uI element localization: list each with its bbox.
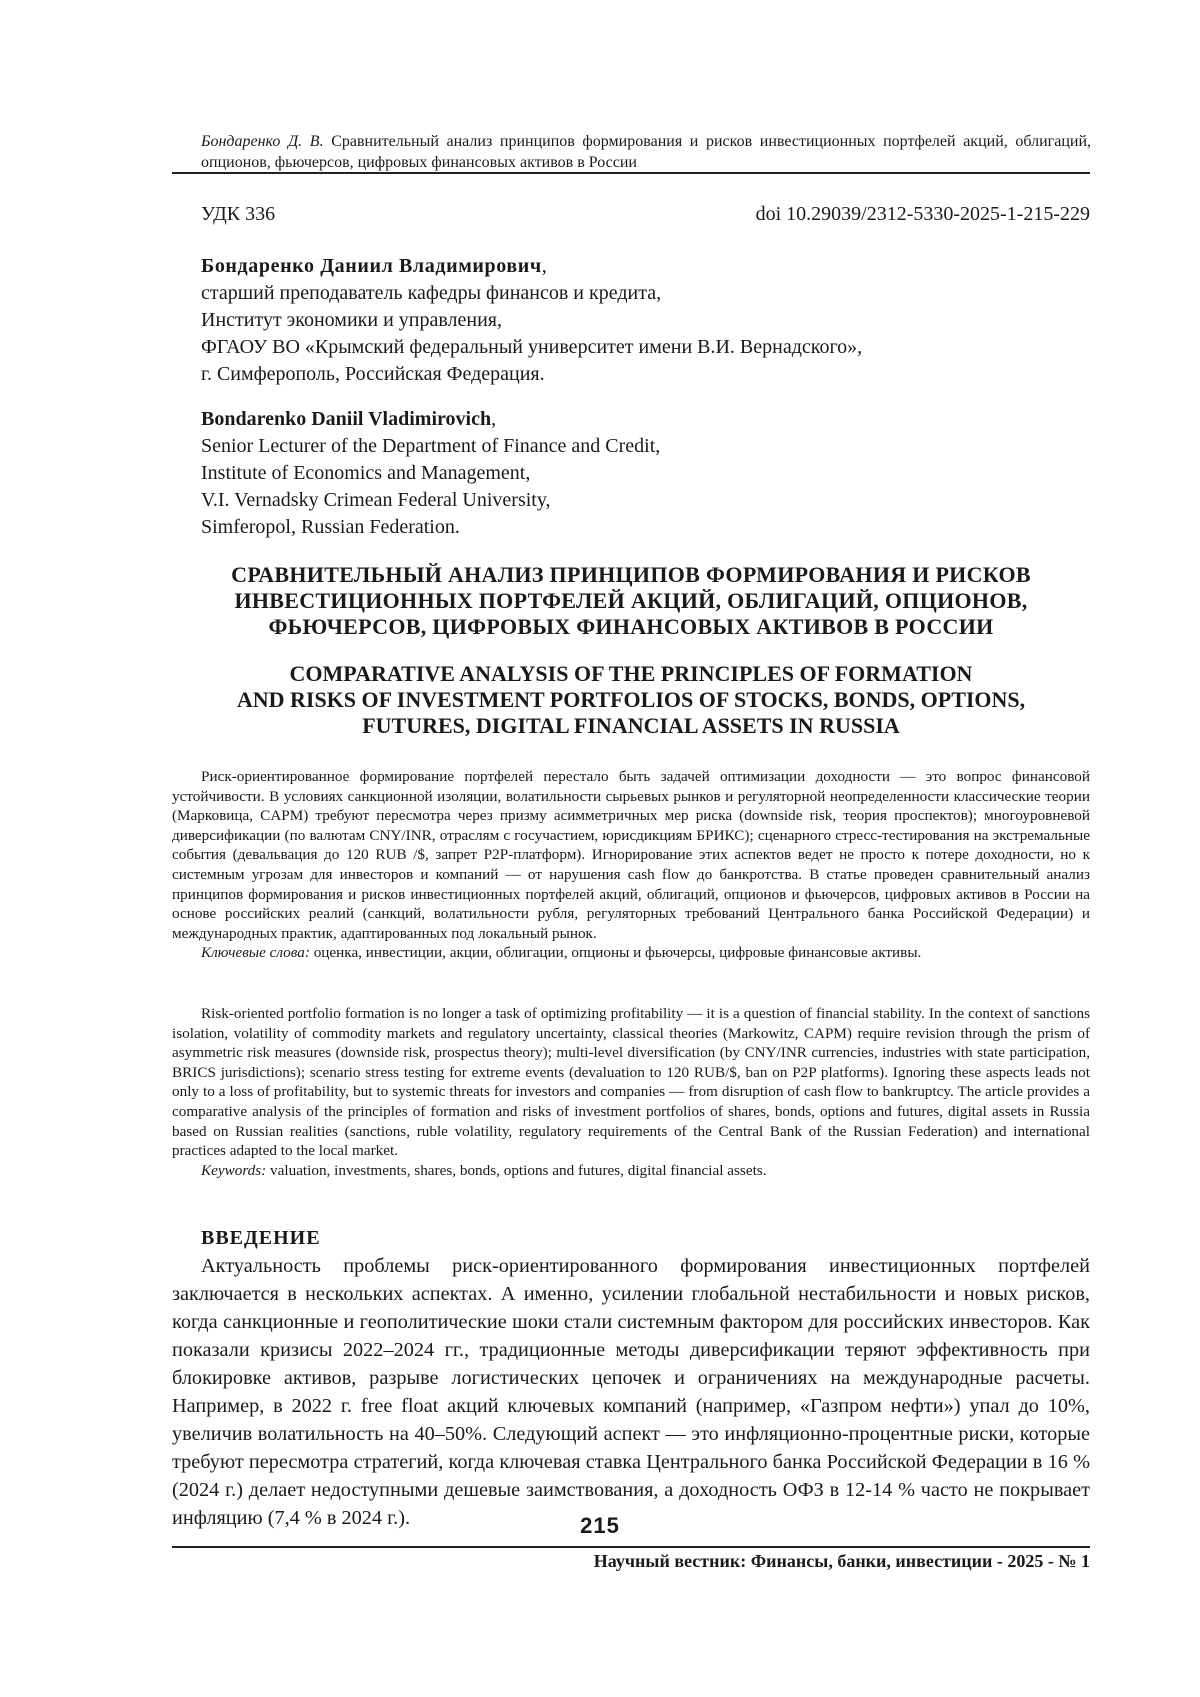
title-ru-line: ФЬЮЧЕРСОВ, ЦИФРОВЫХ ФИНАНСОВЫХ АКТИВОВ В РОССИИ xyxy=(268,614,994,639)
abstract-ru xyxy=(172,767,1090,963)
affiliation-en xyxy=(201,406,660,541)
abstract-ru-text: Риск-ориентированное формирование портфелей перестало быть задачей оптимизации доходности — это вопрос финансовой устойчивости. В условиях санкционной изоляции, волатильности сырьевых рынков и регуляторной неопределенности классические теории (Марковица, CAPM) требуют пересмотра через призму асимметричных мер риска (downside risk, теория проспектов); многоуровневой диверсификации (по валютам CNY/INR, отраслям с госучастием, юрисдикциям БРИКС); сценарного стресс-тестирования на экстремальные события (девальвация до 120 RUB /$, запрет P2P-платформ). Игнорирование этих аспектов ведет не просто к потере доходности, но к системным угрозам для инвесторов и компаний — от нарушения cash flow до банкротства. В статье проведен сравнительный анализ принципов формирования и рисков инвестиционных портфелей акций, облигаций, опционов и фьючерсов, цифровых активов в России на основе российских реалий (санкций, волатильности рубля, регуляторных требований Центрального банка Российской Федерации) и международных практик, адаптированных под локальный рынок. xyxy=(172,768,1090,942)
keywords-ru-text: оценка, инвестиции, акции, облигации, опционы и фьючерсы, цифровые финансовые активы. xyxy=(313,944,922,962)
affiliation-en-line: Institute of Economics and Management, xyxy=(201,462,531,484)
author-name-ru-suffix: , xyxy=(541,255,547,277)
author-name-en-suffix: , xyxy=(491,408,497,430)
author-name-ru: Бондаренко Даниил Владимирович xyxy=(201,255,542,277)
running-head-author: Бондаренко Д. В. xyxy=(201,133,324,150)
introduction-paragraph: Актуальность проблемы риск-ориентированного формирования инвестиционных портфелей заключается в нескольких аспектах. А именно, усилении глобальной нестабильности и новых рисков, когда санкционные и геополитические шоки стали системным фактором для российских инвесторов. Как показали кризисы 2022–2024 гг., традиционные методы диверсификации теряют эффективность при блокировке активов, разрыве логистических цепочек и ограничениях на международные расчеты. Например, в 2022 г. free float акций ключевых компаний (например, «Газпром нефти») упал до 10%, увеличив волатильность на 40–50%. Следующий аспект — это инфляционно-процентные риски, которые требуют пересмотра стратегий, когда ключевая ставка Центрального банка Российской Федерации в 16 % (2024 г.) делает недоступными дешевые заимствования, а доходность ОФЗ в 12-14 % часто не покрывает инфляцию (7,4 % в 2024 г.). xyxy=(172,1255,1090,1529)
author-name-en: Bondarenko Daniil Vladimirovich xyxy=(201,408,492,430)
keywords-ru xyxy=(172,943,1090,963)
header-divider xyxy=(172,172,1090,174)
article-title-ru xyxy=(172,562,1090,640)
title-en-line: AND RISKS OF INVESTMENT PORTFOLIOS OF STOCKS, BONDS, OPTIONS, xyxy=(236,687,1026,712)
abstract-en-text: Risk-oriented portfolio formation is no longer a task of optimizing profitability — it is a question of financial stability. In the context of sanctions isolation, volatility of commodity markets and regulatory uncertainty, classical theories (Markowitz, CAPM) require revision through the prism of asymmetric risk measures (downside risk, prospectus theory); multi-level diversification (by CNY/INR currencies, industries with state participation, BRICS jurisdictions); scenario stress testing for extreme events (devaluation to 120 RUB/$, ban on P2P platforms). Ignoring these aspects leads not only to a loss of profitability, but to systemic threats for investors and companies — from disruption of cash flow to bankruptcy. The article provides a comparative analysis of the principles of formation and risks of investment portfolios of shares, bonds, options and futures, digital assets in Russia based on Russian realities (sanctions, ruble volatility, regulatory requirements of the Central Bank of the Russian Federation) and international practices adapted to the local market. xyxy=(172,1005,1090,1160)
running-head xyxy=(201,131,1091,173)
udk-code: УДК 336 xyxy=(201,203,276,225)
title-en-line: COMPARATIVE ANALYSIS OF THE PRINCIPLES OF FORMATION xyxy=(289,661,973,686)
footer-divider xyxy=(172,1546,1090,1548)
abstract-en xyxy=(172,1004,1090,1180)
affiliation-ru xyxy=(201,253,862,388)
article-title-en xyxy=(172,661,1090,739)
keywords-en xyxy=(172,1161,1090,1181)
title-en-line: FUTURES, DIGITAL FINANCIAL ASSETS IN RUSSIA xyxy=(362,713,900,738)
keywords-ru-label: Ключевые слова: xyxy=(201,944,310,962)
affiliation-ru-line: Институт экономики и управления, xyxy=(201,309,502,331)
affiliation-en-line: Senior Lecturer of the Department of Finance and Credit, xyxy=(201,435,661,457)
page-number: 215 xyxy=(580,1513,620,1538)
keywords-en-text: valuation, investments, shares, bonds, options and futures, digital financial assets. xyxy=(270,1161,767,1179)
affiliation-en-line: Simferopol, Russian Federation. xyxy=(201,516,460,538)
affiliation-ru-line: ФГАОУ ВО «Крымский федеральный университет имени В.И. Вернадского», xyxy=(201,336,863,358)
doi: doi 10.29039/2312-5330-2025-1-215-229 xyxy=(755,203,1090,225)
affiliation-en-line: V.I. Vernadsky Crimean Federal University, xyxy=(201,489,551,511)
section-heading-introduction: ВВЕДЕНИЕ xyxy=(201,1227,321,1249)
journal-name: Научный вестник: Финансы, банки, инвестиции - 2025 - № 1 xyxy=(593,1551,1090,1571)
affiliation-ru-line: г. Симферополь, Российская Федерация. xyxy=(201,363,545,385)
running-head-title: Сравнительный анализ принципов формирования и рисков инвестиционных портфелей акций, облигаций, опционов, фьючерсов, цифровых финансовых активов в России xyxy=(201,133,1092,171)
introduction-body xyxy=(172,1252,1090,1532)
keywords-en-label: Keywords: xyxy=(201,1161,267,1179)
title-ru-line: СРАВНИТЕЛЬНЫЙ АНАЛИЗ ПРИНЦИПОВ ФОРМИРОВАНИЯ И РИСКОВ xyxy=(231,562,1031,587)
title-ru-line: ИНВЕСТИЦИОННЫХ ПОРТФЕЛЕЙ АКЦИЙ, ОБЛИГАЦИЙ, ОПЦИОНОВ, xyxy=(234,588,1028,613)
affiliation-ru-line: старший преподаватель кафедры финансов и кредита, xyxy=(201,282,662,304)
